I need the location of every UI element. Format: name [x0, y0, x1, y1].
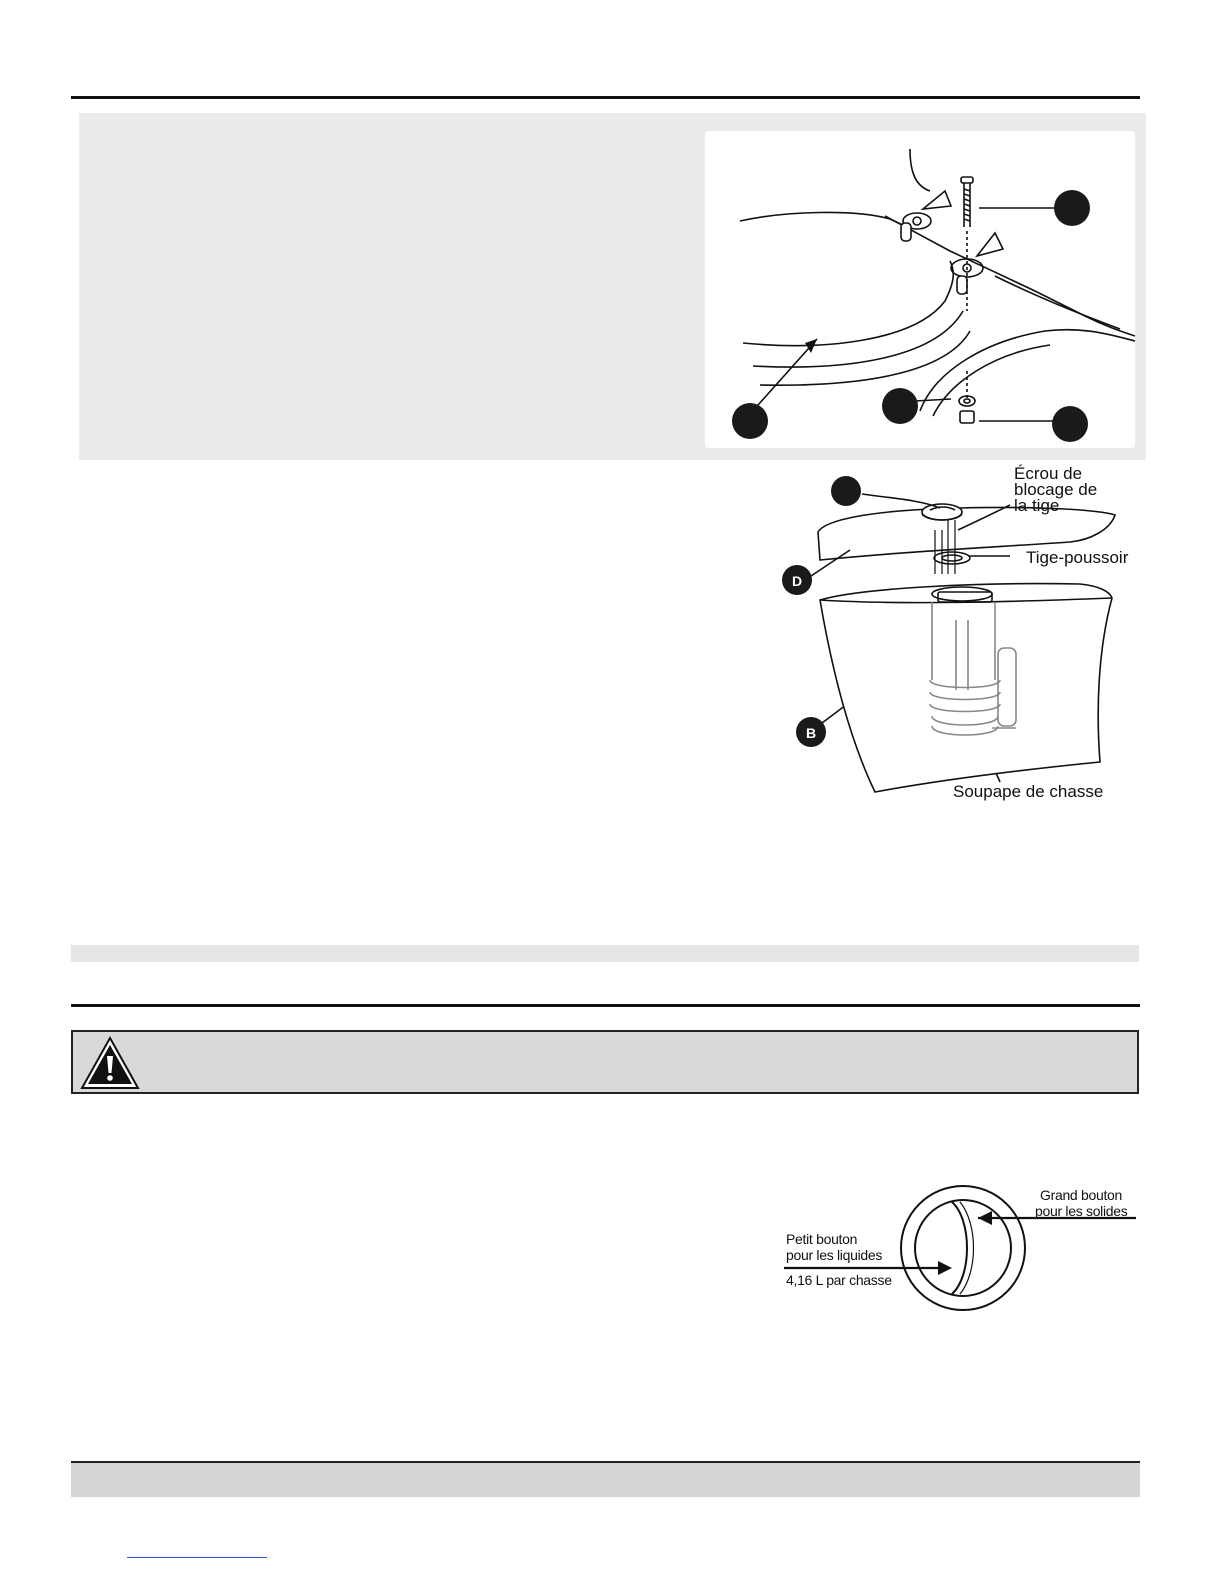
- top-rule: [71, 96, 1140, 99]
- warning-icon: [80, 1036, 140, 1090]
- tank-lid-figure: [780, 470, 1140, 810]
- footer-bar: [71, 1461, 1140, 1497]
- callout-d-label: D: [791, 573, 803, 589]
- callout-nut: [1052, 406, 1088, 442]
- seat-installation-figure: [705, 131, 1135, 448]
- label-small-volume: 4,16 L par chasse: [786, 1272, 892, 1288]
- callout-washer: [882, 388, 918, 424]
- label-flush-valve: Soupape de chasse: [953, 782, 1104, 801]
- label-lock-nut-1: Écrou de: [1014, 464, 1083, 483]
- label-small-button-2: pour les liquides: [786, 1247, 883, 1263]
- section-rule: [71, 1004, 1140, 1007]
- callout-bolt: [1054, 190, 1090, 226]
- callout-seat: [732, 403, 768, 439]
- label-small-button-1: Petit bouton: [786, 1231, 858, 1247]
- footer-link-underline[interactable]: [127, 1557, 267, 1558]
- label-large-button-1: Grand bouton: [1040, 1187, 1123, 1203]
- label-lock-nut-2: blocage de: [1014, 480, 1098, 499]
- callout-b-label: B: [805, 725, 817, 741]
- label-lock-nut-3: la tige: [1014, 496, 1060, 515]
- label-large-button-2: pour les solides: [1035, 1203, 1128, 1219]
- warning-box: [71, 1030, 1139, 1094]
- callout-button: [831, 476, 861, 506]
- label-push-rod: Tige-poussoir: [1026, 548, 1129, 567]
- section-band: [71, 945, 1139, 962]
